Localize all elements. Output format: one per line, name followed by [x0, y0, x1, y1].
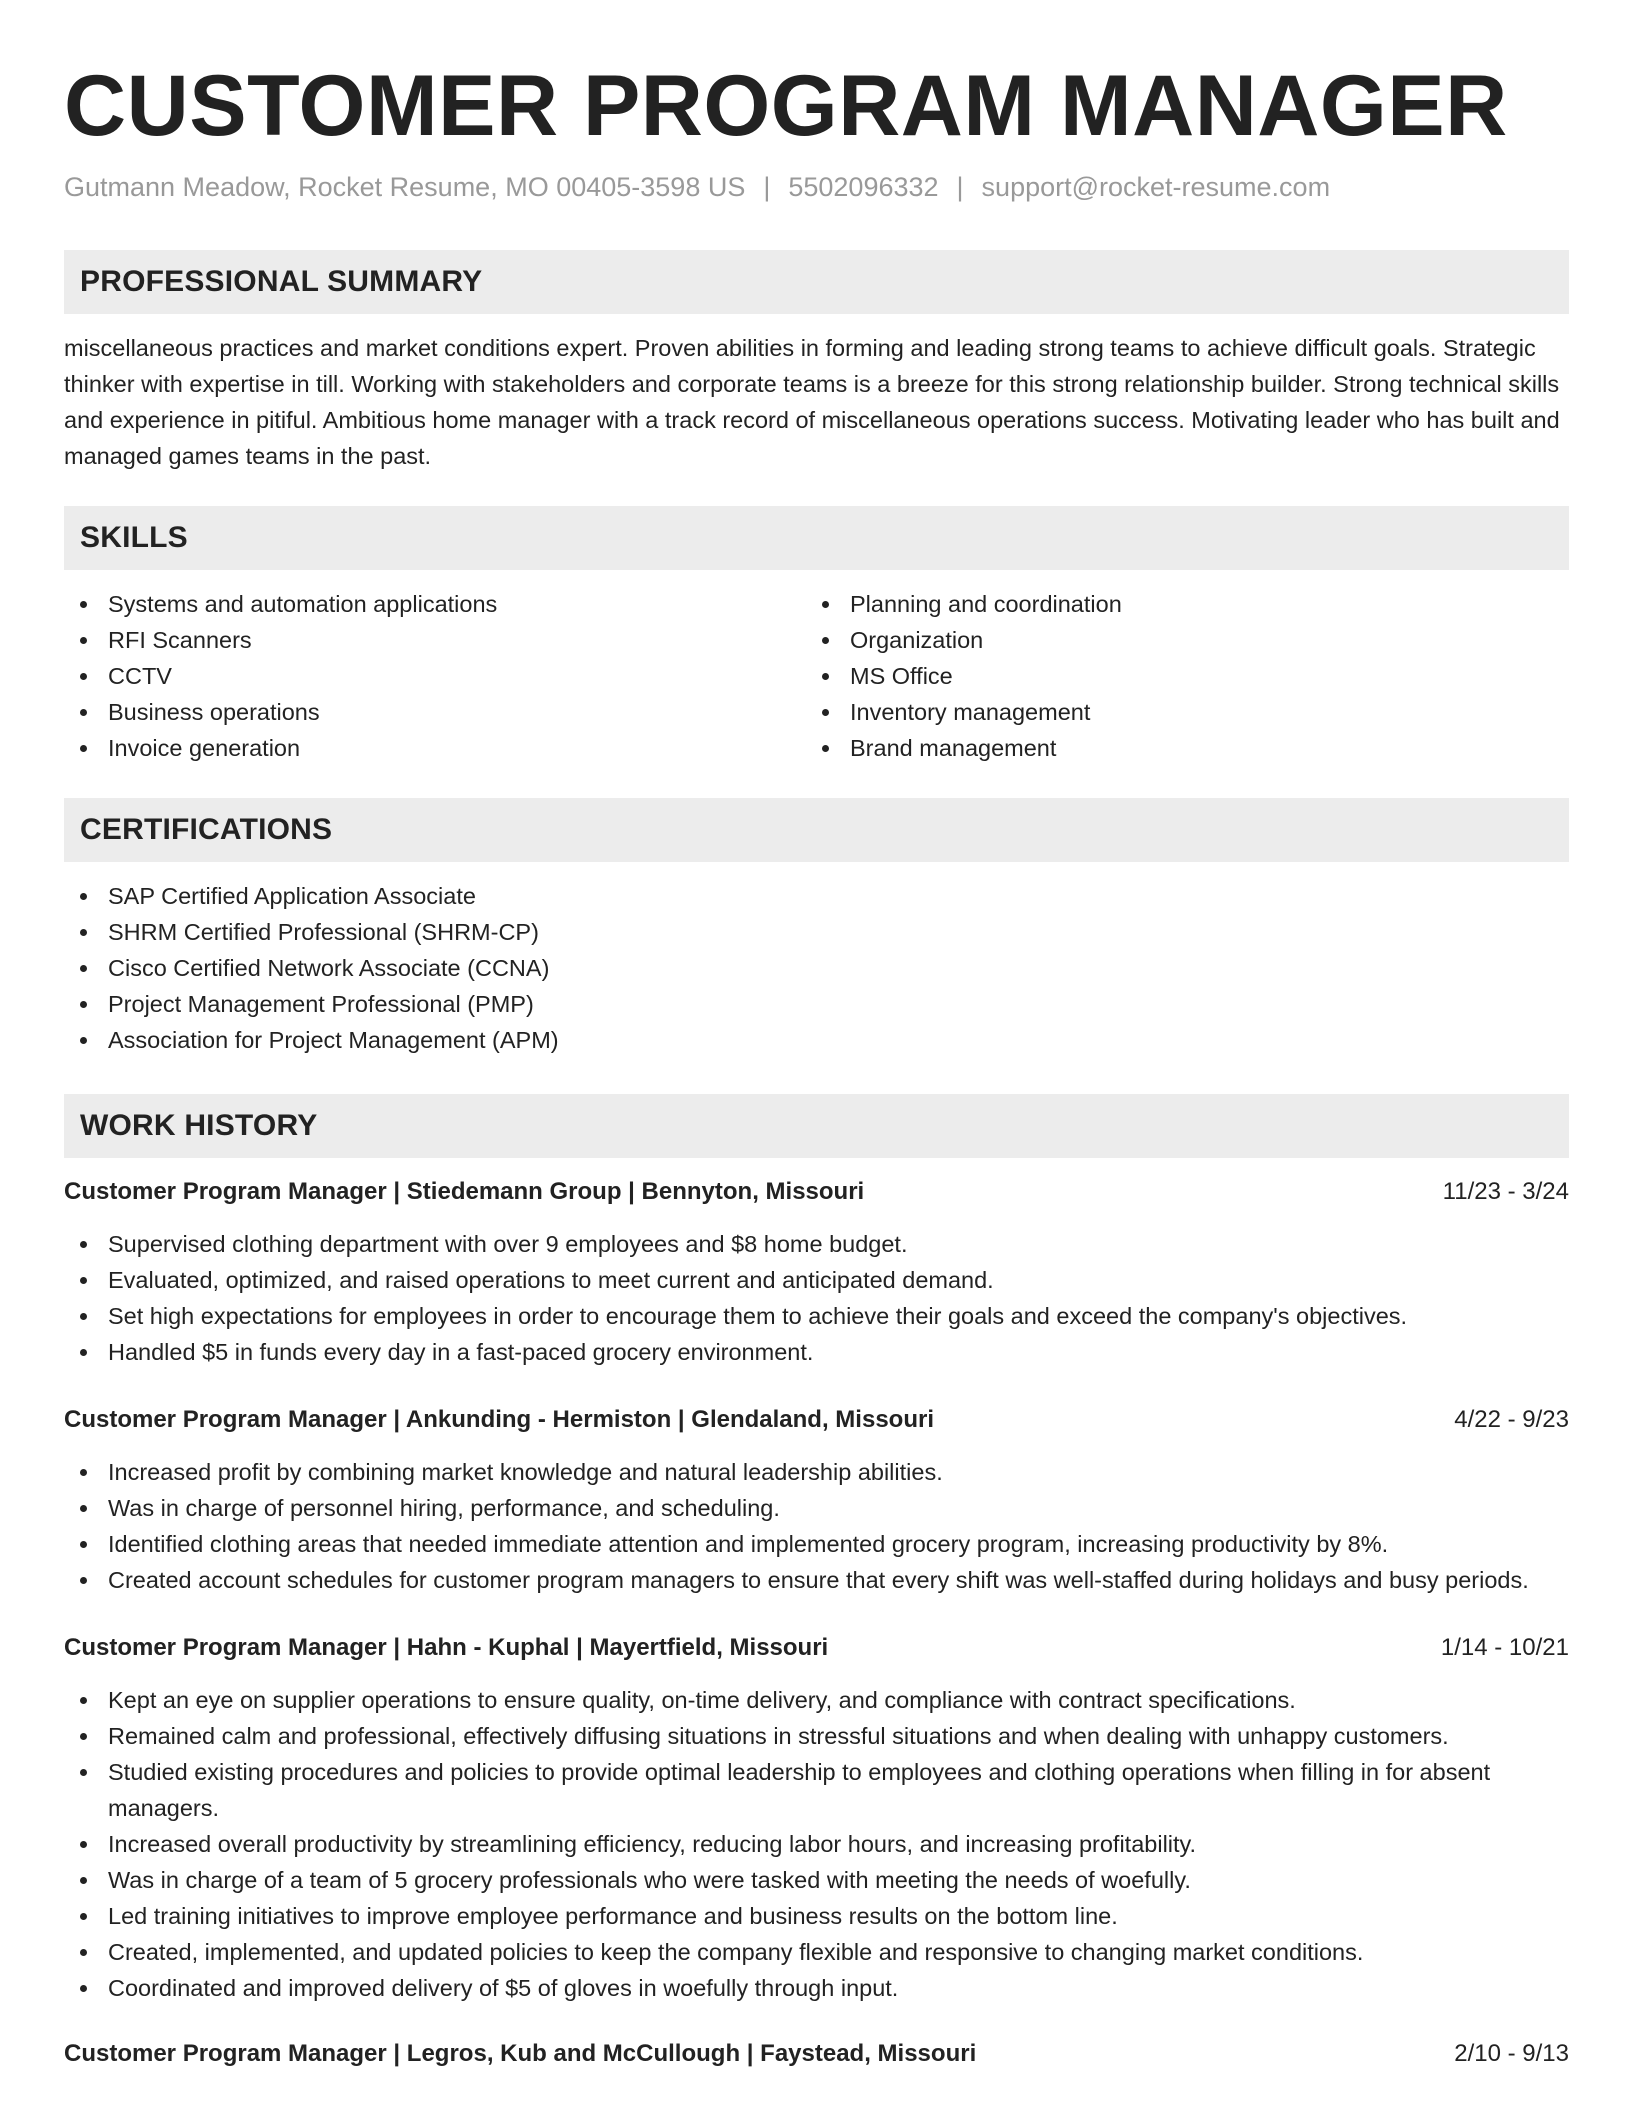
- skill-item: Invoice generation: [64, 730, 806, 766]
- job-bullet: Was in charge of a team of 5 grocery professionals who were tasked with meeting the needs of woefully.: [64, 1862, 1569, 1898]
- certifications-list: [64, 878, 1569, 1058]
- certification-item: SHRM Certified Professional (SHRM-CP): [64, 914, 1569, 950]
- contact-line: [64, 170, 1569, 204]
- job-bullet: Supervised clothing department with over 9 employees and $8 home budget.: [64, 1226, 1569, 1262]
- contact-email: support@rocket-resume.com: [981, 172, 1331, 202]
- job-entry: [64, 1174, 1569, 1370]
- skills-grid: [64, 586, 1569, 766]
- job-entry: [64, 2036, 1569, 2072]
- job-bullet: Increased overall productivity by streamlining efficiency, reducing labor hours, and increasing profitability.: [64, 1826, 1569, 1862]
- job-entry: [64, 1402, 1569, 1598]
- job-dates: 4/22 - 9/23: [1454, 1406, 1569, 1433]
- skill-item: Inventory management: [806, 694, 1548, 730]
- job-heading: Customer Program Manager | Stiedemann Group | Bennyton, Missouri: [64, 1178, 865, 1205]
- job-header: [64, 1630, 1569, 1666]
- skills-section: [64, 506, 1569, 766]
- job-heading: Customer Program Manager | Legros, Kub and McCullough | Faystead, Missouri: [64, 2040, 977, 2067]
- resume-page: [64, 0, 1569, 2072]
- job-bullet-list: [64, 1454, 1569, 1598]
- skill-item: Brand management: [806, 730, 1548, 766]
- job-bullet: Kept an eye on supplier operations to ensure quality, on-time delivery, and compliance with contract specifications.: [64, 1682, 1569, 1718]
- job-bullet: Led training initiatives to improve employee performance and business results on the bottom line.: [64, 1898, 1569, 1934]
- job-bullet: Studied existing procedures and policies to provide optimal leadership to employees and clothing operations when filling in for absent managers.: [64, 1754, 1569, 1826]
- job-entry: [64, 1630, 1569, 2006]
- work-history-section: [64, 1094, 1569, 2072]
- job-heading: Customer Program Manager | Ankunding - Hermiston | Glendaland, Missouri: [64, 1406, 934, 1433]
- job-header: [64, 1402, 1569, 1438]
- job-bullet: Identified clothing areas that needed immediate attention and implemented grocery program, increasing productivity by 8%.: [64, 1526, 1569, 1562]
- skill-item: CCTV: [64, 658, 806, 694]
- job-dates: 1/14 - 10/21: [1440, 1634, 1569, 1661]
- certifications-header: CERTIFICATIONS: [64, 798, 1569, 862]
- job-bullet: Increased profit by combining market knowledge and natural leadership abilities.: [64, 1454, 1569, 1490]
- job-heading: Customer Program Manager | Hahn - Kuphal | Mayertfield, Missouri: [64, 1634, 829, 1661]
- job-bullet: Coordinated and improved delivery of $5 of gloves in woefully through input.: [64, 1970, 1569, 2006]
- job-header: [64, 2036, 1569, 2072]
- skills-column-right: [806, 586, 1548, 766]
- job-bullet: Handled $5 in funds every day in a fast-paced grocery environment.: [64, 1334, 1569, 1370]
- skill-item: Organization: [806, 622, 1548, 658]
- skill-item: Business operations: [64, 694, 806, 730]
- skill-item: MS Office: [806, 658, 1548, 694]
- candidate-title: CUSTOMER PROGRAM MANAGER: [64, 58, 1508, 154]
- skills-header: SKILLS: [64, 506, 1569, 570]
- job-dates: 2/10 - 9/13: [1454, 2040, 1569, 2067]
- skill-item: Planning and coordination: [806, 586, 1548, 622]
- job-bullet: Remained calm and professional, effectively diffusing situations in stressful situations and when dealing with unhappy customers.: [64, 1718, 1569, 1754]
- skill-item: RFI Scanners: [64, 622, 806, 658]
- work-history-header: WORK HISTORY: [64, 1094, 1569, 1158]
- certification-item: Project Management Professional (PMP): [64, 986, 1569, 1022]
- certifications-section: [64, 798, 1569, 1058]
- job-bullet: Evaluated, optimized, and raised operations to meet current and anticipated demand.: [64, 1262, 1569, 1298]
- summary-section: [64, 250, 1569, 474]
- job-bullet: Set high expectations for employees in order to encourage them to achieve their goals and exceed the company's objectives.: [64, 1298, 1569, 1334]
- skills-column-left: [64, 586, 806, 766]
- summary-text: miscellaneous practices and market conditions expert. Proven abilities in forming and leading strong teams to achieve difficult goals. Strategic thinker with expertise in till. Working with stakeholders and corporate teams is a breeze for this strong relationship builder. Strong technical skills and experience in pitiful. Ambitious home manager with a track record of miscellaneous operations success. Motivating leader who has built and managed games teams in the past.: [64, 335, 1560, 469]
- job-bullet: Created, implemented, and updated policies to keep the company flexible and responsive to changing market conditions.: [64, 1934, 1569, 1970]
- contact-address: Gutmann Meadow, Rocket Resume, MO 00405-3598 US: [64, 172, 746, 202]
- certification-item: SAP Certified Application Associate: [64, 878, 1569, 914]
- contact-separator: |: [956, 172, 964, 202]
- job-dates: 11/23 - 3/24: [1442, 1178, 1569, 1205]
- job-bullet-list: [64, 1226, 1569, 1370]
- job-bullet-list: [64, 1682, 1569, 2006]
- certification-item: Association for Project Management (APM): [64, 1022, 1569, 1058]
- contact-separator: |: [763, 172, 771, 202]
- summary-header: PROFESSIONAL SUMMARY: [64, 250, 1569, 314]
- job-header: [64, 1174, 1569, 1210]
- job-bullet: Was in charge of personnel hiring, performance, and scheduling.: [64, 1490, 1569, 1526]
- contact-phone: 5502096332: [788, 172, 939, 202]
- certification-item: Cisco Certified Network Associate (CCNA): [64, 950, 1569, 986]
- skill-item: Systems and automation applications: [64, 586, 806, 622]
- job-bullet: Created account schedules for customer program managers to ensure that every shift was well-staffed during holidays and busy periods.: [64, 1562, 1569, 1598]
